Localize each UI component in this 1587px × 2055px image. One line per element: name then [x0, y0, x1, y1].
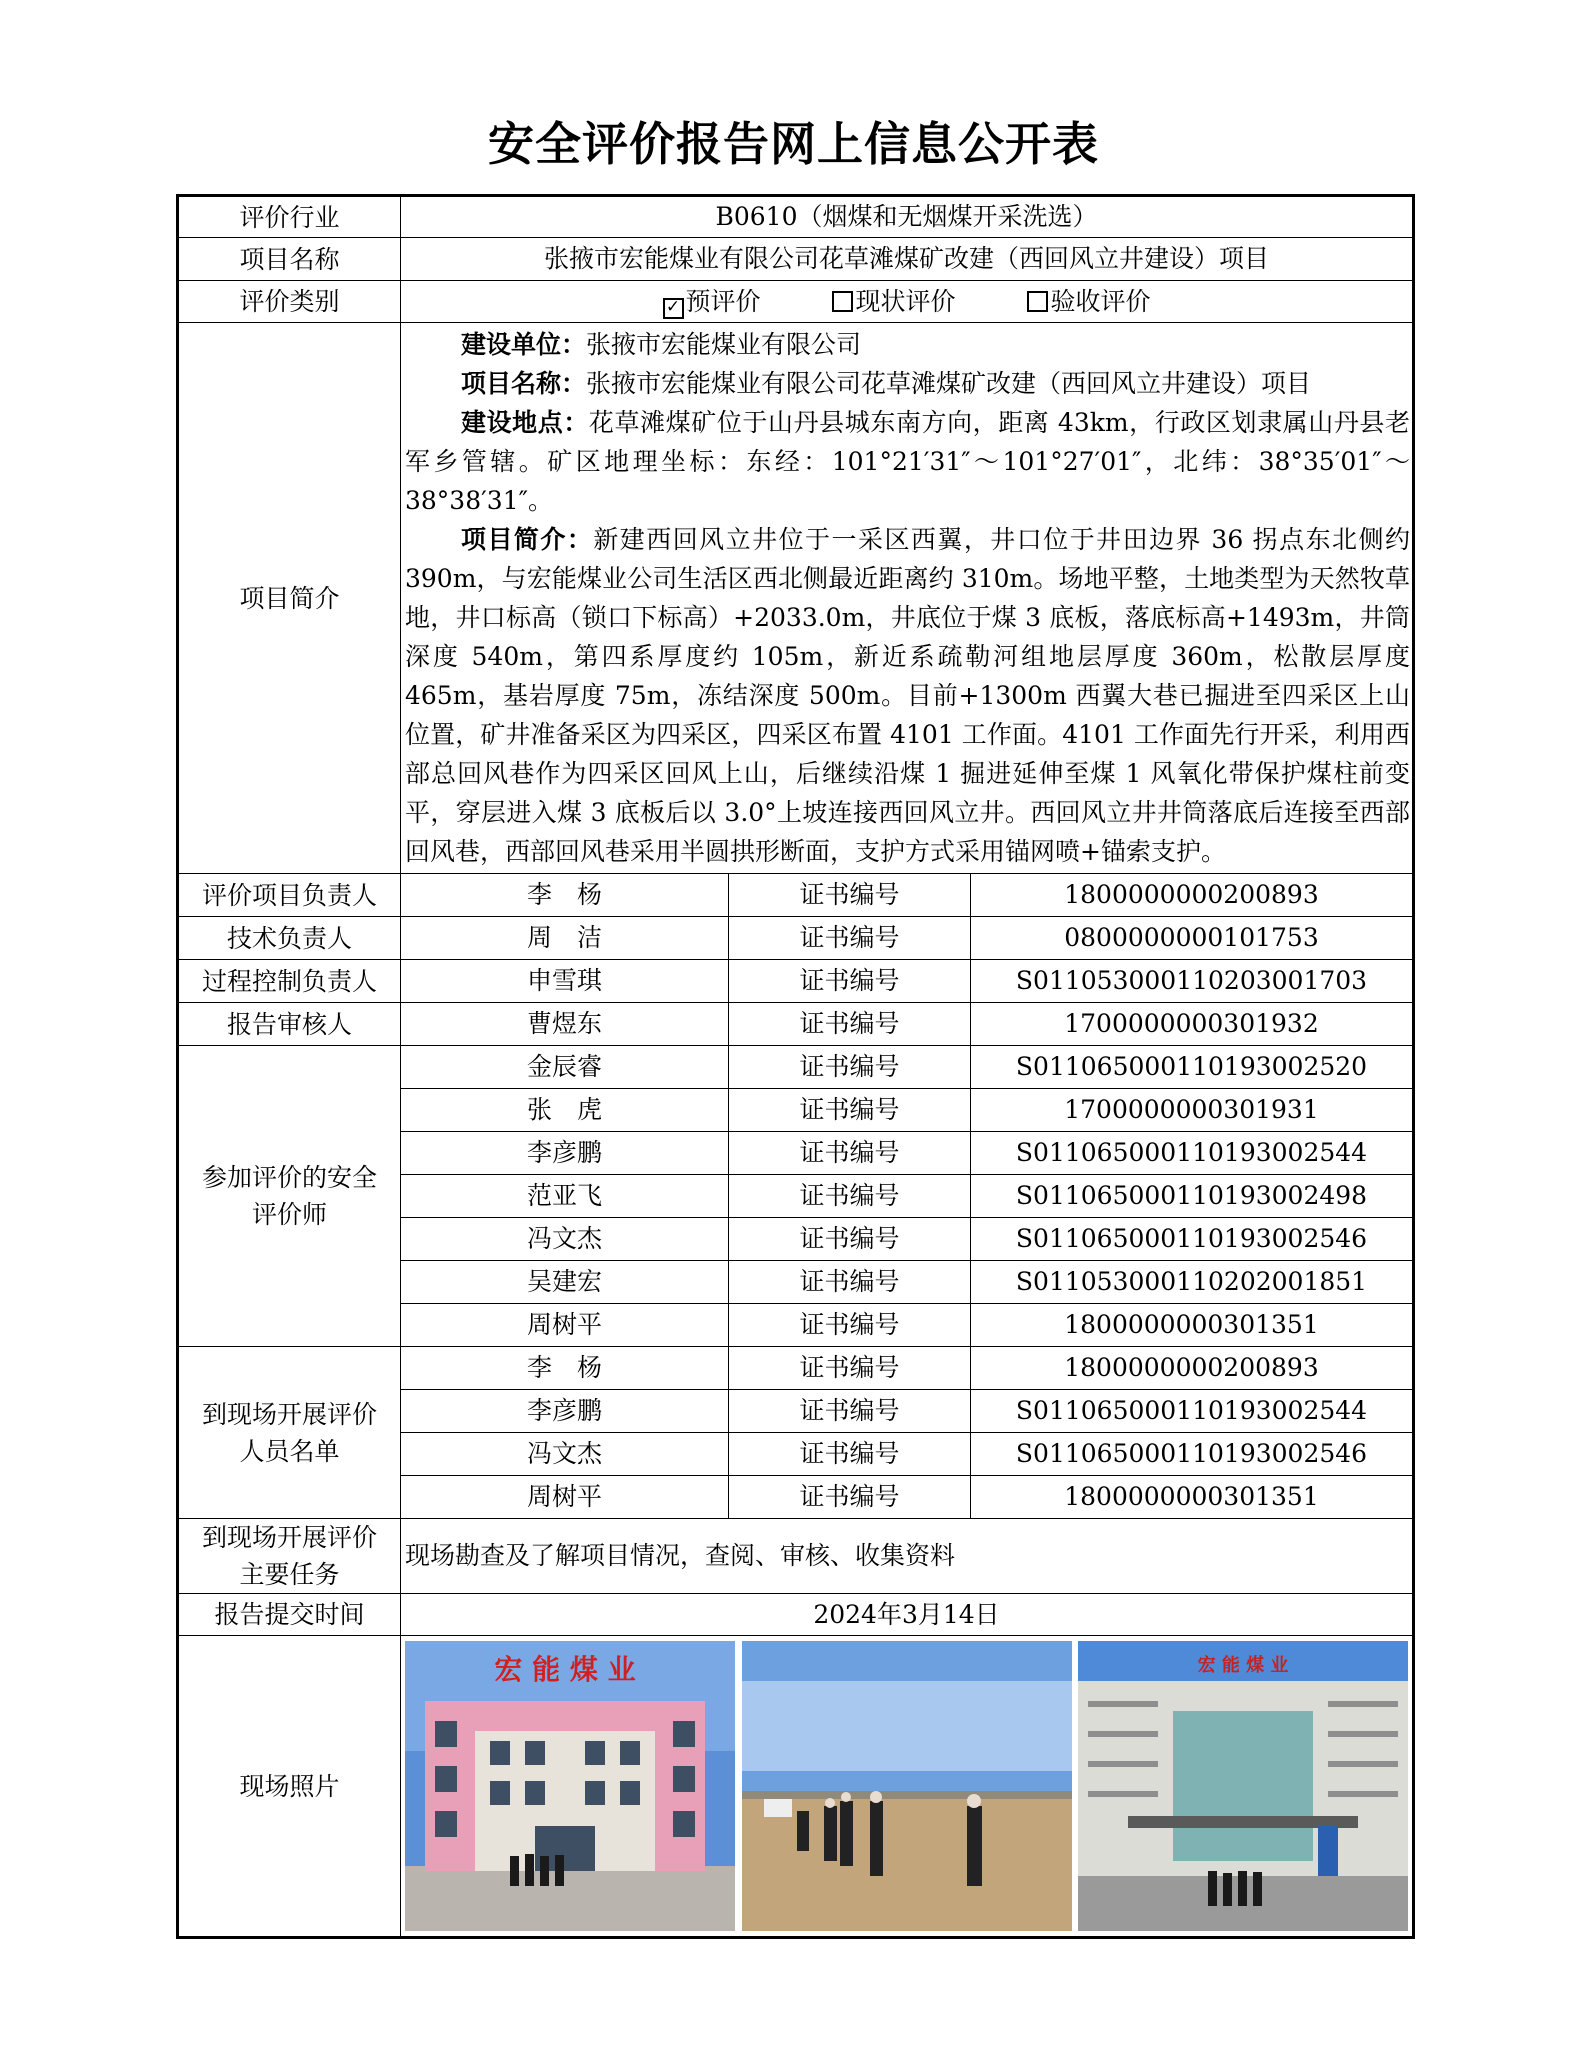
assessor-row: [178, 1046, 1414, 1089]
category-label: 评价类别: [178, 281, 401, 323]
category-option-pre: ✓ 预评价: [663, 282, 761, 322]
cert-label: 证书编号: [729, 1261, 971, 1304]
summary-content: [401, 323, 1414, 874]
cert-label: 证书编号: [729, 917, 971, 960]
cert-number: S011065000110193002546: [971, 1433, 1414, 1476]
person-name: 金辰睿: [401, 1046, 729, 1089]
person-name: 李 杨: [401, 1347, 729, 1390]
cert-label: 证书编号: [729, 1304, 971, 1347]
person-name: 吴建宏: [401, 1261, 729, 1304]
cert-label: 证书编号: [729, 1175, 971, 1218]
summary-row: [178, 323, 1414, 874]
onsite-label: 到现场开展评价人员名单: [178, 1347, 401, 1519]
cert-label: 证书编号: [729, 1003, 971, 1046]
cert-label: 证书编号: [729, 1347, 971, 1390]
submit-value: 2024年3月14日: [401, 1594, 1414, 1636]
person-name: 李彦鹏: [401, 1390, 729, 1433]
leader-row: [178, 960, 1414, 1003]
cert-number: S011065000110193002498: [971, 1175, 1414, 1218]
role-label: 技术负责人: [178, 917, 401, 960]
leader-row: [178, 917, 1414, 960]
person-name: 周树平: [401, 1476, 729, 1519]
disclosure-table: [176, 194, 1415, 1939]
checkbox-empty-icon: [832, 291, 853, 312]
cert-number: S011053000110203001703: [971, 960, 1414, 1003]
cert-label: 证书编号: [729, 1046, 971, 1089]
submit-row: [178, 1594, 1414, 1636]
category-row: [178, 281, 1414, 323]
summary-intro: 项目简介：新建西回风立井位于一采区西翼，井口位于井田边界 36 拐点东北侧约 390m，与宏能煤业公司生活区西北侧最近距离约 310m。场地平整，土地类型为天然牧草地，井口标高（锁口下标高）+2033.0m，井底位于煤 3 底板，落底标高+1493m，井筒深度 540m，第四系厚度约 105m，新近系疏勒河组地层厚度 360m，松散层厚度 465m，基岩厚度 75m，冻结深度 500m。目前+1300m 西翼大巷已掘进至四采区上山位置，矿井准备采区为四采区，四采区布置 4101 工作面。4101 工作面先行开采，利用西部总回风巷作为四采区回风上山，后继续沿煤 1 掘进延伸至煤 1 风氧化带保护煤柱前变平，穿层进入煤 3 底板后以 3.0°上坡连接西回风立井。西回风立井井筒落底后连接至西部回风巷，西部回风巷采用半圆拱形断面，支护方式采用锚网喷+锚索支护。: [405, 525, 1410, 866]
cert-number: S011065000110193002544: [971, 1390, 1414, 1433]
person-name: 李彦鹏: [401, 1132, 729, 1175]
cert-number: S011065000110193002544: [971, 1132, 1414, 1175]
person-name: 李 杨: [401, 874, 729, 917]
summary-unit: 建设单位：张掖市宏能煤业有限公司: [461, 330, 862, 359]
person-name: 周树平: [401, 1304, 729, 1347]
category-option-acceptance: 验收评价: [1027, 282, 1150, 322]
page-title: 安全评价报告网上信息公开表: [488, 117, 1099, 171]
cert-number: 1800000000200893: [971, 874, 1414, 917]
role-label: 评价项目负责人: [178, 874, 401, 917]
tasks-row: [178, 1519, 1414, 1594]
cert-number: 1800000000200893: [971, 1347, 1414, 1390]
industry-label: 评价行业: [178, 196, 401, 238]
person-name: 范亚飞: [401, 1175, 729, 1218]
project-name-value: 张掖市宏能煤业有限公司花草滩煤矿改建（西回风立井建设）项目: [401, 238, 1414, 281]
person-name: 冯文杰: [401, 1433, 729, 1476]
site-photo-grassland: [742, 1641, 1072, 1931]
cert-label: 证书编号: [729, 1390, 971, 1433]
cert-number: 1700000000301932: [971, 1003, 1414, 1046]
cert-number: 1800000000301351: [971, 1476, 1414, 1519]
person-name: 张 虎: [401, 1089, 729, 1132]
cert-label: 证书编号: [729, 1218, 971, 1261]
cert-number: 1800000000301351: [971, 1304, 1414, 1347]
role-label: 过程控制负责人: [178, 960, 401, 1003]
submit-label: 报告提交时间: [178, 1594, 401, 1636]
tasks-value: 现场勘查及了解项目情况，查阅、审核、收集资料: [401, 1519, 1414, 1594]
summary-name: 项目名称：张掖市宏能煤业有限公司花草滩煤矿改建（西回风立井建设）项目: [461, 369, 1312, 398]
cert-number: S011053000110202001851: [971, 1261, 1414, 1304]
building-sign: 宏 能 煤 业: [494, 1653, 636, 1686]
cert-label: 证书编号: [729, 1433, 971, 1476]
industry-row: [178, 196, 1414, 238]
person-name: 周 洁: [401, 917, 729, 960]
cert-number: 1700000000301931: [971, 1089, 1414, 1132]
summary-label: 项目简介: [178, 323, 401, 874]
checkbox-checked-icon: ✓: [663, 298, 684, 319]
leader-row: [178, 874, 1414, 917]
onsite-row: [178, 1347, 1414, 1390]
cert-number: S011065000110193002520: [971, 1046, 1414, 1089]
cert-label: 证书编号: [729, 1476, 971, 1519]
building-sign: 宏 能 煤 业: [1197, 1655, 1289, 1676]
category-option-current: 现状评价: [832, 282, 955, 322]
cert-number: 0800000000101753: [971, 917, 1414, 960]
photos-label: 现场照片: [178, 1636, 401, 1938]
cert-label: 证书编号: [729, 1132, 971, 1175]
industry-value: B0610（烟煤和无烟煤开采洗选）: [401, 196, 1414, 238]
cert-label: 证书编号: [729, 1089, 971, 1132]
summary-site: 建设地点：花草滩煤矿位于山丹县城东南方向，距离 43km，行政区划隶属山丹县老军乡管辖。矿区地理坐标：东经：101°21′31″～101°27′01″，北纬：38°35′01″～38°38′31″。: [405, 408, 1410, 515]
cert-label: 证书编号: [729, 874, 971, 917]
role-label: 报告审核人: [178, 1003, 401, 1046]
photos-cell: [401, 1636, 1414, 1938]
project-name-row: [178, 238, 1414, 281]
site-photo-headquarters: [1078, 1641, 1408, 1931]
person-name: 申雪琪: [401, 960, 729, 1003]
leader-row: [178, 1003, 1414, 1046]
person-name: 冯文杰: [401, 1218, 729, 1261]
category-options: [401, 281, 1414, 323]
cert-label: 证书编号: [729, 960, 971, 1003]
checkbox-empty-icon: [1027, 291, 1048, 312]
tasks-label: 到现场开展评价主要任务: [178, 1519, 401, 1594]
site-photo-office-building: [405, 1641, 735, 1931]
project-name-label: 项目名称: [178, 238, 401, 281]
person-name: 曹煜东: [401, 1003, 729, 1046]
assessor-label: 参加评价的安全评价师: [178, 1046, 401, 1347]
cert-number: S011065000110193002546: [971, 1218, 1414, 1261]
photos-row: [178, 1636, 1414, 1938]
